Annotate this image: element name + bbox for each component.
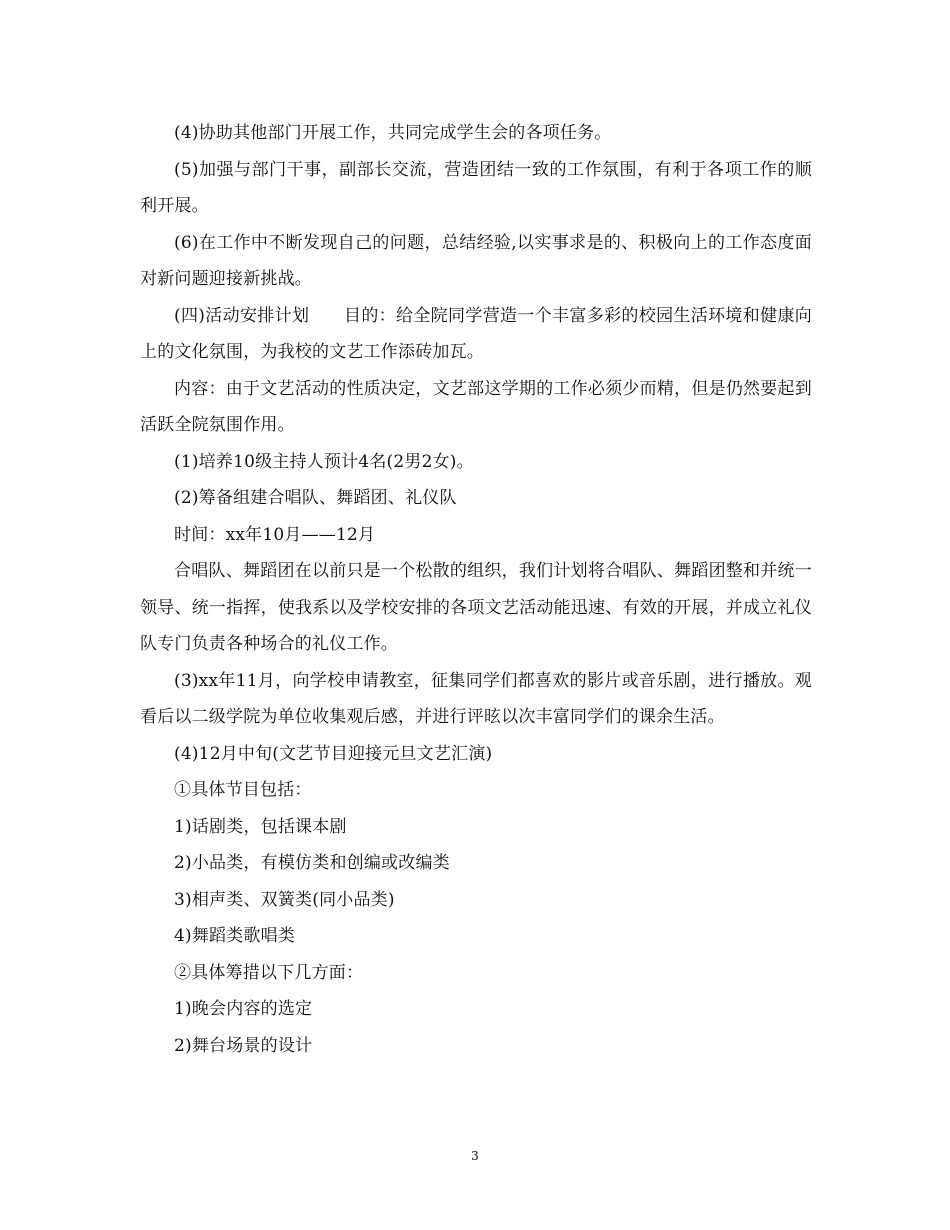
paragraph: 1)话剧类，包括课本剧 [174, 816, 347, 837]
paragraph: 时间：xx年10月——12月 [174, 524, 376, 545]
paragraph: (3)xx年11月，向学校申请教室，征集同学们都喜欢的影片或音乐剧，进行播放。观看后以二级学院为单位收集观后感，并进行评昡以次丰富同学们的课余生活。 [140, 670, 812, 727]
paragraph: ①具体节目包括： [174, 780, 312, 800]
document-body [140, 115, 812, 1064]
paragraph: (4)12月中旬(文艺节目迎接元旦文艺汇演) [174, 743, 493, 764]
paragraph: (2)筹备组建合唱队、舞蹈团、礼仪队 [174, 488, 457, 508]
paragraph: (6)在工作中不断发现自己的问题，总结经验,以实事求是的、积极向上的工作态度面对新问题迎接新挑战。 [140, 232, 812, 289]
paragraph: (1)培养10级主持人预计4名(2男2女)。 [174, 451, 474, 472]
paragraph: (5)加强与部门干事，副部长交流，营造团结一致的工作氛围，有利于各项工作的顺利开展。 [140, 159, 812, 216]
paragraph: ②具体筹措以下几方面： [174, 962, 364, 983]
paragraph: 4)舞蹈类歌唱类 [174, 926, 296, 946]
paragraph: 1)晚会内容的选定 [174, 999, 313, 1019]
paragraph: 合唱队、舞蹈团在以前只是一个松散的组织，我们计划将合唱队、舞蹈团整和并统一领导、统一指挥，使我系以及学校安排的各项文艺活动能迅速、有效的开展，并成立礼仪队专门负责各种场合的礼仪工作。 [140, 561, 812, 654]
paragraph: (四)活动安排计划 目的：给全院同学营造一个丰富多彩的校园生活环境和健康向上的文化氛围，为我校的文艺工作添砖加瓦。 [140, 305, 812, 362]
paragraph: 2)小品类，有模仿类和创编或改编类 [174, 853, 450, 873]
page-number: 3 [471, 1149, 479, 1163]
paragraph: (4)协助其他部门开展工作，共同完成学生会的各项任务。 [174, 123, 612, 143]
paragraph: 3)相声类、双簧类(同小品类) [174, 889, 395, 910]
paragraph: 内容：由于文艺活动的性质决定，文艺部这学期的工作必须少而精，但是仍然要起到活跃全院氛围作用。 [140, 378, 812, 435]
paragraph: 2)舞台场景的设计 [174, 1035, 313, 1056]
